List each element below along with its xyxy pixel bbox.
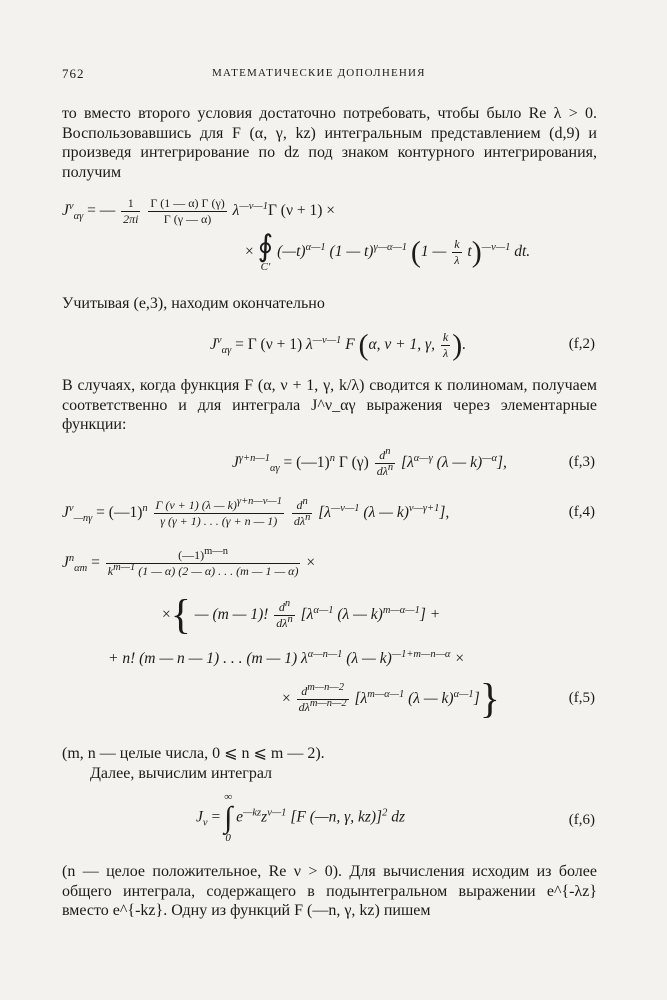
contour-label: C′ bbox=[260, 261, 271, 273]
equation-f5-line-3: + n! (m — n — 1) . . . (m — 1) $\lambda^{\alpha—n—1}$ (λ — k)$^{—1+m—n—\alpha}$ × bbox=[108, 648, 465, 667]
equation-tag-f2: (f,2) bbox=[568, 336, 595, 352]
equation-f2: $J^\nu_{\alpha\gamma} = \Gamma$ (ν + 1) $\lambda^{—\nu—1}$ F (α, ν + 1, γ, $\frac{k}{\lambda}$ ). bbox=[210, 328, 467, 362]
equation-f5-line-4: × $\frac{d^{m—n—2}}{d\lambda^{m—n—2}}$ [$\lambda^{m—\alpha—1}$ (λ — k)$^{\alpha—1}$]} bbox=[282, 676, 500, 723]
paragraph-6: (n — целое положительное, Re ν > 0). Для вычисления исходим из более общего интеграла, содержащего в подынтегральном выражении e^{-λz} вместо e^{-kz}. Одну из функций F (—n, γ, kz) пишем bbox=[62, 863, 597, 919]
page-number: 762 bbox=[62, 66, 85, 81]
equation-tag-f5: (f,5) bbox=[568, 690, 595, 706]
page-header bbox=[62, 66, 597, 86]
running-title: МАТЕМАТИЧЕСКИЕ ДОПОЛНЕНИЯ bbox=[212, 67, 426, 79]
equation-f6: $J_\nu$ = ∞ ∫ 0 $e^{—kz}z^{\nu—1}$ [F (—n, γ, kz)]$^2$ dz bbox=[196, 791, 406, 844]
equation-tag-f3: (f,3) bbox=[568, 454, 595, 470]
paragraph-5: Далее, вычислим интеграл bbox=[90, 765, 273, 782]
paragraph-1: то вместо второго условия достаточно потребовать, чтобы было Re λ > 0. Воспользовавшись для F (α, γ, kz) интегральным представлением (d,9) и произведя интегрирование по dz под знаком контурного интегрирования, получим bbox=[62, 105, 597, 181]
equation-contour-line-1: $J^\nu_{\alpha\gamma}$ = — $\frac{1}{2\pi i}$ $\frac{\Gamma (1 — \alpha) \Gamma (\gamma)}{\Gamma (\gamma — \alpha)}$ $\lambda^{—\nu—1}\Gamma$ (ν + 1) × bbox=[62, 196, 335, 226]
equation-tag-f6: (f,6) bbox=[568, 812, 595, 828]
paragraph-3: В случаях, когда функция F (α, ν + 1, γ, k/λ) сводится к полиномам, получаем соответственно и для интеграла J^ν_αγ выражения через элементарные функции: bbox=[62, 377, 597, 433]
equation-tag-f4: (f,4) bbox=[568, 504, 595, 520]
paragraph-2: Учитывая (e,3), находим окончательно bbox=[62, 295, 325, 312]
equation-f3: $J^{\gamma+n—1}_{\alpha\gamma}$ = (—1)$^n$ Γ (γ) $\frac{d^n}{d\lambda^n}$ [$\lambda^{\alpha—\gamma}$ (λ — k)$^{—\alpha}$], bbox=[232, 446, 507, 478]
equation-f5-line-1: $J^n_{\alpha m}$ = $\frac{(—1)^{m—n}}{k^{m—1} (1 — \alpha) (2 — \alpha) . . . (m — 1 — \alpha)}$ × bbox=[62, 546, 316, 578]
equation-contour-line-2: × ∮ C′ (—t)$^{\alpha—1}$ (1 — t)$^{\gamma—\alpha—1}$ (1 — $\frac{k}{\lambda}$ t)$^{—\nu—1}$ dt. bbox=[245, 230, 531, 273]
equation-f5-line-2: ×{ — (m — 1)! $\frac{d^n}{d\lambda^n}$ [$\lambda^{\alpha—1}$ (λ — k)$^{m—\alpha—1}$] + bbox=[162, 592, 441, 639]
paragraph-4: (m, n — целые числа, 0 ⩽ n ⩽ m — 2). bbox=[62, 745, 325, 762]
equation-f4: $J^\nu_{—n\gamma}$ = (—1)$^n$ $\frac{\Gamma (\nu + 1) (\lambda — k)^{\gamma+n—\nu—1}}{\gamma (\gamma + 1) . . . (\gamma + n — 1)}$ $\frac{d^n}{d\lambda^n}$ [$\lambda^{—\nu—1}$ (λ — k)$^{\nu—\gamma+1}$], bbox=[62, 496, 450, 528]
